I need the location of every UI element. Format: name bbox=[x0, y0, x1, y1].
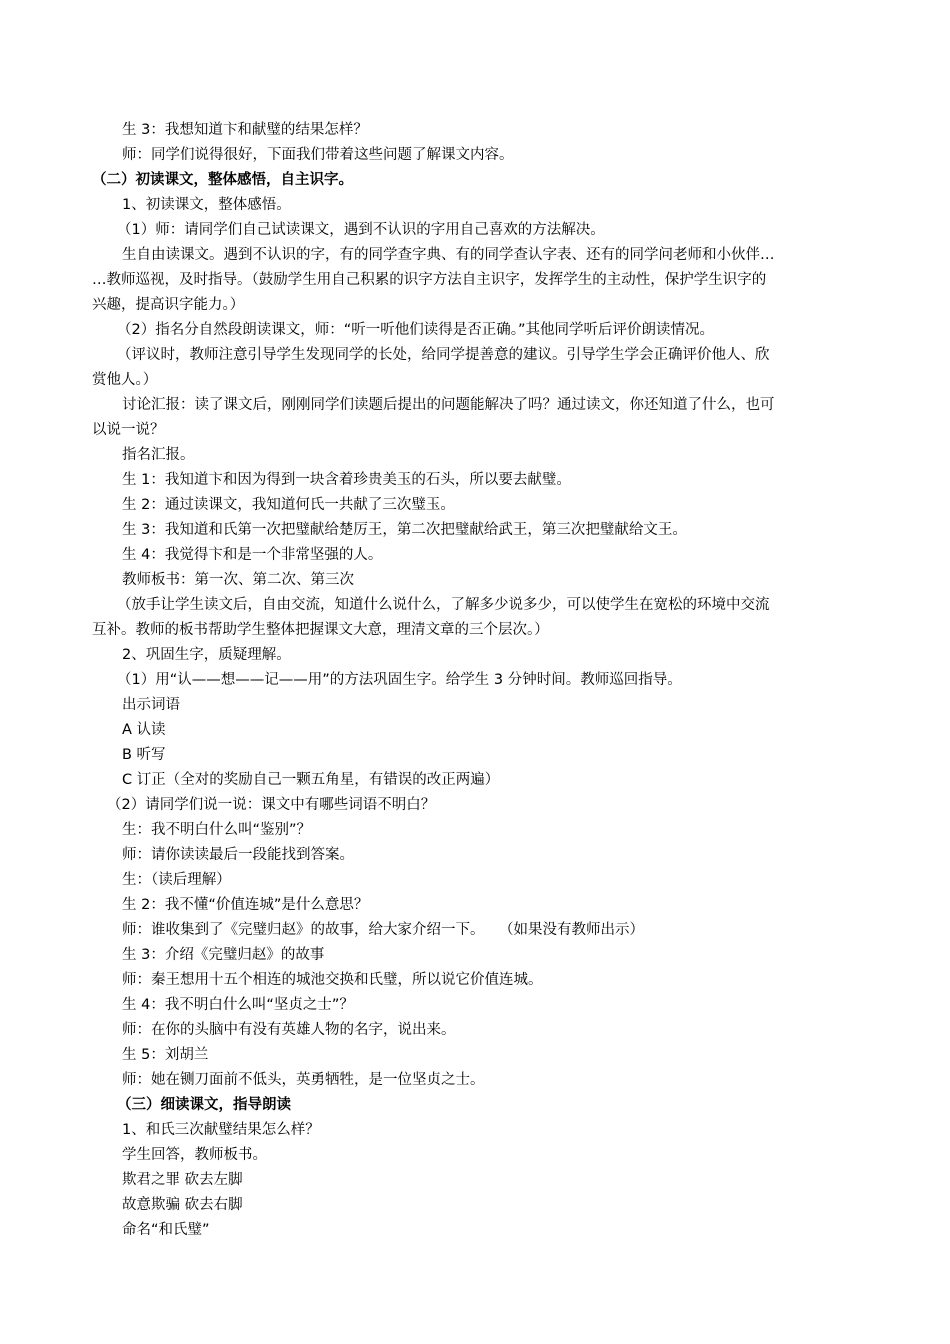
text-line: 兴趣，提高识字能力。） bbox=[92, 297, 245, 313]
text-line: 讨论汇报：读了课文后，刚刚同学们读题后提出的问题能解决了吗？通过读文，你还知道了什么，也可 bbox=[122, 397, 775, 413]
text-line: 出示词语 bbox=[122, 697, 180, 713]
text-line: 互补。教师的板书帮助学生整体把握课文大意，理清文章的三个层次。） bbox=[92, 622, 549, 638]
text-line: （二）初读课文，整体感悟，自主识字。 bbox=[92, 172, 353, 188]
text-line: 2、巩固生字，质疑理解。 bbox=[122, 647, 291, 663]
text-line: （放手让学生读文后，自由交流，知道什么说什么，了解多少说多少，可以使学生在宽松的环境中交流 bbox=[117, 597, 770, 613]
text-line: 教师板书：第一次、第二次、第三次 bbox=[122, 572, 354, 588]
text-line: 生 1：我知道卞和因为得到一块含着珍贵美玉的石头，所以要去献璧。 bbox=[122, 472, 571, 488]
text-line: 生：（读后理解） bbox=[122, 872, 231, 888]
text-line: B 听写 bbox=[122, 747, 166, 763]
document-page bbox=[0, 118, 950, 1243]
text-line: …教师巡视，及时指导。（鼓励学生用自己积累的识字方法自主识字，发挥学生的主动性，保护学生识字的 bbox=[92, 272, 767, 288]
text-line: A 认读 bbox=[122, 722, 166, 738]
text-line: （2）指名分自然段朗读课文，师：“听一听他们读得是否正确。”其他同学听后评价朗读情况。 bbox=[117, 322, 714, 338]
text-line: （2）请同学们说一说：课文中有哪些词语不明白？ bbox=[107, 797, 436, 813]
text-line: 赏他人。） bbox=[92, 372, 158, 388]
text-line: 生 4：我觉得卞和是一个非常坚强的人。 bbox=[122, 547, 383, 563]
text-line: 生 3：介绍《完璧归赵》的故事 bbox=[122, 947, 325, 963]
text-line: 生 3：我知道和氏第一次把璧献给楚厉王，第二次把璧献给武王，第三次把璧献给文王。 bbox=[122, 522, 687, 538]
text-line: 生 3：我想知道卞和献璧的结果怎样？ bbox=[122, 122, 368, 138]
text-line: 师：秦王想用十五个相连的城池交换和氏璧，所以说它价值连城。 bbox=[122, 972, 543, 988]
text-line: 1、和氏三次献璧结果怎么样？ bbox=[122, 1122, 320, 1138]
text-line: 生 2：通过读课文，我知道何氏一共献了三次璧玉。 bbox=[122, 497, 455, 513]
text-line: 师：她在铡刀面前不低头，英勇牺牲，是一位坚贞之士。 bbox=[122, 1072, 485, 1088]
text-line: （评议时，教师注意引导学生发现同学的长处，给同学提善意的建议。引导学生学会正确评价他人、欣 bbox=[117, 347, 770, 363]
text-line: 师：谁收集到了《完璧归赵》的故事，给大家介绍一下。 （如果没有教师出示） bbox=[122, 922, 644, 938]
text-line: （1）师：请同学们自己试读课文，遇到不认识的字用自己喜欢的方法解决。 bbox=[117, 222, 605, 238]
text-line: 生自由读课文。遇到不认识的字，有的同学查字典、有的同学查认字表、还有的同学问老师和小伙伴… bbox=[122, 247, 775, 263]
text-line: （1）用“认——想——记——用”的方法巩固生字。给学生 3 分钟时间。教师巡回指导。 bbox=[117, 672, 682, 688]
text-line: 师：在你的头脑中有没有英雄人物的名字，说出来。 bbox=[122, 1022, 456, 1038]
text-line: 1、初读课文，整体感悟。 bbox=[122, 197, 291, 213]
text-line: 师：请你读读最后一段能找到答案。 bbox=[122, 847, 354, 863]
text-line: C 订正（全对的奖励自己一颗五角星，有错误的改正两遍） bbox=[122, 772, 500, 788]
text-line: 生：我不明白什么叫“鉴别”？ bbox=[122, 822, 312, 838]
text-line: 师：同学们说得很好，下面我们带着这些问题了解课文内容。 bbox=[122, 147, 514, 163]
text-line: 生 5：刘胡兰 bbox=[122, 1047, 209, 1063]
text-line: 指名汇报。 bbox=[122, 447, 195, 463]
text-line: 欺君之罪 砍去左脚 bbox=[122, 1172, 243, 1188]
text-line: （三）细读课文，指导朗读 bbox=[117, 1097, 291, 1113]
text-line: 生 4：我不明白什么叫“坚贞之士”？ bbox=[122, 997, 354, 1013]
text-line: 故意欺骗 砍去右脚 bbox=[122, 1197, 243, 1213]
text-line: 以说一说？ bbox=[92, 422, 165, 438]
text-line: 生 2：我不懂“价值连城”是什么意思？ bbox=[122, 897, 369, 913]
text-line: 学生回答，教师板书。 bbox=[122, 1147, 267, 1163]
text-line: 命名“和氏璧” bbox=[122, 1222, 210, 1238]
